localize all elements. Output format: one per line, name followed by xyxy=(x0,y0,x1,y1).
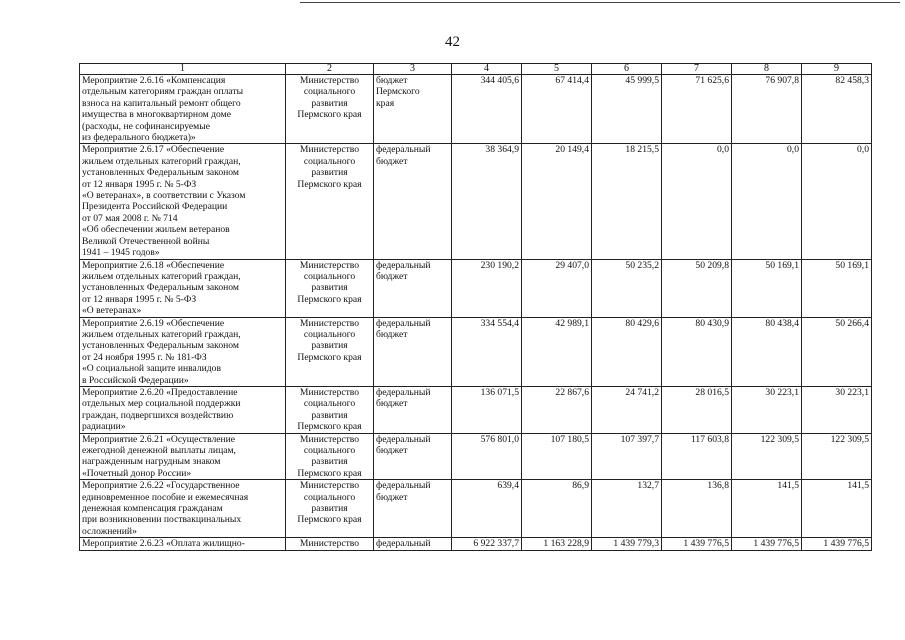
measure-description-line: радиации» xyxy=(82,421,126,433)
measure-description-line: жильем отдельных категорий граждан, xyxy=(82,270,241,282)
measure-description-line: Мероприятие 2.6.19 «Обеспечение xyxy=(82,317,225,329)
executor-cell-line: развития xyxy=(311,97,348,109)
executor-cell-line: Пермского края xyxy=(297,514,362,526)
measure-description-line: из федерального бюджета)» xyxy=(82,132,196,144)
amount-cell: 141,5 xyxy=(802,480,872,538)
amount-cell: 107 180,5 xyxy=(522,433,592,480)
amount-cell: 639,4 xyxy=(452,480,522,538)
executor-cell-line: Министерство xyxy=(299,386,360,398)
amount-cell: 20 149,4 xyxy=(522,144,592,259)
amount-cell: 22 867,6 xyxy=(522,386,592,433)
executor-cell-line: Пермского края xyxy=(297,178,362,190)
amount-cell: 122 309,5 xyxy=(802,433,872,480)
funding-source-cell-line: федеральный xyxy=(376,480,431,492)
amount-cell: 50 235,2 xyxy=(592,259,662,317)
amount-cell: 50 169,1 xyxy=(732,259,802,317)
executor-cell xyxy=(286,433,374,480)
funding-source-cell-line: бюджет xyxy=(376,445,408,456)
table-row xyxy=(80,480,872,538)
column-header: 1 xyxy=(80,64,286,75)
measure-description xyxy=(80,480,286,538)
amount-cell: 141,5 xyxy=(732,480,802,538)
measure-description-line: «О социальной защите инвалидов xyxy=(82,363,221,375)
executor-cell-line: социального xyxy=(303,398,356,410)
amount-cell: 0,0 xyxy=(732,144,802,259)
funding-source-cell xyxy=(374,144,452,259)
funding-source-cell xyxy=(374,386,452,433)
funding-source-cell-line: бюджет xyxy=(376,75,408,86)
funding-source-cell xyxy=(374,317,452,386)
column-header: 8 xyxy=(732,64,802,75)
measure-description-line: Мероприятие 2.6.21 «Осуществление xyxy=(82,433,236,445)
column-header: 9 xyxy=(802,64,872,75)
measure-description-line: единовременное пособие и ежемесячная xyxy=(82,491,249,503)
executor-cell-line: Пермского края xyxy=(297,421,362,433)
executor-cell-line: развития xyxy=(311,340,348,352)
measure-description-line: граждан, подвергшихся воздействию xyxy=(82,409,234,421)
executor-cell-line: социального xyxy=(303,155,356,167)
funding-source-cell-line: бюджет xyxy=(376,491,408,503)
column-header: 5 xyxy=(522,64,592,75)
funding-source-cell-line: федеральный xyxy=(376,386,431,398)
measure-description-line: отдельным категориям граждан оплаты xyxy=(82,86,244,98)
executor-cell-line: Пермского края xyxy=(297,351,362,363)
page-number: 42 xyxy=(445,34,460,50)
amount-cell: 67 414,4 xyxy=(522,75,592,144)
funding-source-cell-line: края xyxy=(376,97,395,109)
executor-cell-line: Министерство xyxy=(299,144,360,156)
column-header: 2 xyxy=(286,64,374,75)
measure-description-line: «О ветеранах», в соответствии с Указом xyxy=(82,190,246,202)
header-row xyxy=(80,64,872,75)
funding-source-cell xyxy=(374,259,452,317)
measure-description-line: Мероприятие 2.6.18 «Обеспечение xyxy=(82,259,225,271)
amount-cell: 1 163 228,9 xyxy=(522,538,592,550)
table-row xyxy=(80,317,872,386)
amount-cell: 80 438,4 xyxy=(732,317,802,386)
amount-cell: 45 999,5 xyxy=(592,75,662,144)
amount-cell: 1 439 776,5 xyxy=(732,538,802,550)
executor-cell xyxy=(286,480,374,538)
amount-cell: 80 430,9 xyxy=(662,317,732,386)
measure-description-line: от 07 мая 2008 г. № 714 xyxy=(82,212,178,224)
amount-cell: 136,8 xyxy=(662,480,732,538)
amount-cell: 122 309,5 xyxy=(732,433,802,480)
measure-description-line: «Об обеспечении жильем ветеранов xyxy=(82,224,230,236)
column-header: 6 xyxy=(592,64,662,75)
executor-cell-line: социального xyxy=(303,86,356,98)
measure-description-line: Мероприятие 2.6.20 «Предоставление xyxy=(82,386,238,398)
funding-source-cell-line: федеральный xyxy=(376,433,431,445)
measure-description-line: награжденным нагрудным знаком xyxy=(82,456,221,468)
amount-cell: 30 223,1 xyxy=(732,386,802,433)
measure-description-line: жильем отдельных категорий граждан, xyxy=(82,328,241,340)
executor-cell-line: Пермского края xyxy=(297,109,362,121)
amount-cell: 136 071,5 xyxy=(452,386,522,433)
measure-description xyxy=(80,75,286,144)
measure-description-line: ежегодной денежной выплаты лицам, xyxy=(82,445,236,456)
amount-cell: 71 625,6 xyxy=(662,75,732,144)
amount-cell: 6 922 337,7 xyxy=(452,538,522,550)
amount-cell: 80 429,6 xyxy=(592,317,662,386)
executor-cell xyxy=(286,538,374,550)
executor-cell-line: Министерство xyxy=(299,317,360,329)
table-row xyxy=(80,75,872,144)
measure-description xyxy=(80,433,286,480)
amount-cell: 30 223,1 xyxy=(802,386,872,433)
funding-source-cell-line: бюджет xyxy=(376,328,408,340)
measure-description-line: Мероприятие 2.6.17 «Обеспечение xyxy=(82,144,225,156)
funding-source-cell-line: федеральный xyxy=(376,144,431,156)
executor-cell-line: развития xyxy=(311,409,348,421)
measure-description-line: установленных Федеральным законом xyxy=(82,167,239,179)
measure-description-line: от 24 ноября 1995 г. № 181-ФЗ xyxy=(82,351,207,363)
table-row xyxy=(80,433,872,480)
measure-description-line: от 12 января 1995 г. № 5-ФЗ xyxy=(82,178,197,190)
executor-cell xyxy=(286,144,374,259)
amount-cell: 1 439 779,3 xyxy=(592,538,662,550)
funding-source-cell-line: федеральный xyxy=(376,317,431,329)
measure-description-line: жильем отдельных категорий граждан, xyxy=(82,155,241,167)
measure-description xyxy=(80,317,286,386)
measure-description-line: Мероприятие 2.6.22 «Государственное xyxy=(82,480,240,492)
amount-cell: 50 169,1 xyxy=(802,259,872,317)
measure-description-line: Мероприятие 2.6.23 «Оплата жилищно- xyxy=(82,538,245,550)
amount-cell: 132,7 xyxy=(592,480,662,538)
executor-cell-line: развития xyxy=(311,282,348,294)
measure-description-line: «Почетный донор России» xyxy=(82,467,192,479)
amount-cell: 344 405,6 xyxy=(452,75,522,144)
executor-cell-line: социального xyxy=(303,445,356,456)
column-header: 3 xyxy=(374,64,452,75)
measure-description-line: Великой Отечественной войны xyxy=(82,235,210,247)
column-header: 7 xyxy=(662,64,732,75)
amount-cell: 50 209,8 xyxy=(662,259,732,317)
measure-description-line: отдельных мер социальной поддержки xyxy=(82,398,241,410)
executor-cell-line: Министерство xyxy=(299,433,360,445)
funding-source-cell-line: бюджет xyxy=(376,398,408,410)
measure-description-line: осложнений» xyxy=(82,525,137,537)
funding-source-cell xyxy=(374,433,452,480)
measure-description xyxy=(80,538,286,550)
amount-cell: 38 364,9 xyxy=(452,144,522,259)
amount-cell: 334 554,4 xyxy=(452,317,522,386)
table-row xyxy=(80,386,872,433)
funding-source-cell-line: бюджет xyxy=(376,270,408,282)
measure-description-line: взноса на капитальный ремонт общего xyxy=(82,97,241,109)
measure-description xyxy=(80,386,286,433)
executor-cell xyxy=(286,386,374,433)
executor-cell-line: социального xyxy=(303,270,356,282)
table-row xyxy=(80,144,872,259)
executor-cell-line: Министерство xyxy=(299,538,360,550)
funding-source-cell xyxy=(374,75,452,144)
budget-table xyxy=(79,63,872,551)
amount-cell: 230 190,2 xyxy=(452,259,522,317)
funding-source-cell xyxy=(374,538,452,550)
amount-cell: 117 603,8 xyxy=(662,433,732,480)
executor-cell xyxy=(286,317,374,386)
top-rule xyxy=(300,2,900,3)
amount-cell: 1 439 776,5 xyxy=(802,538,872,550)
measure-description-line: от 12 января 1995 г. № 5-ФЗ xyxy=(82,293,197,305)
executor-cell-line: Пермского края xyxy=(297,467,362,479)
amount-cell: 50 266,4 xyxy=(802,317,872,386)
executor-cell xyxy=(286,75,374,144)
measure-description xyxy=(80,144,286,259)
executor-cell-line: Министерство xyxy=(299,480,360,492)
amount-cell: 24 741,2 xyxy=(592,386,662,433)
executor-cell-line: развития xyxy=(311,503,348,515)
funding-source-cell-line: федеральный xyxy=(376,259,431,271)
amount-cell: 18 215,5 xyxy=(592,144,662,259)
measure-description-line: (расходы, не софинансируемые xyxy=(82,120,210,132)
table-body xyxy=(80,75,872,551)
executor-cell xyxy=(286,259,374,317)
executor-cell-line: Министерство xyxy=(299,75,360,86)
amount-cell: 1 439 776,5 xyxy=(662,538,732,550)
amount-cell: 576 801,0 xyxy=(452,433,522,480)
table-row xyxy=(80,259,872,317)
amount-cell: 107 397,7 xyxy=(592,433,662,480)
measure-description-line: Мероприятие 2.6.16 «Компенсация xyxy=(82,75,226,86)
amount-cell: 76 907,8 xyxy=(732,75,802,144)
executor-cell-line: социального xyxy=(303,328,356,340)
executor-cell-line: развития xyxy=(311,456,348,468)
amount-cell: 0,0 xyxy=(662,144,732,259)
amount-cell: 42 989,1 xyxy=(522,317,592,386)
measure-description-line: имущества в многоквартирном доме xyxy=(82,109,231,121)
funding-source-cell-line: федеральный xyxy=(376,538,431,550)
executor-cell-line: развития xyxy=(311,167,348,179)
amount-cell: 86,9 xyxy=(522,480,592,538)
table-row xyxy=(80,538,872,550)
amount-cell: 29 407,0 xyxy=(522,259,592,317)
amount-cell: 0,0 xyxy=(802,144,872,259)
measure-description-line: 1941 – 1945 годов» xyxy=(82,247,160,259)
amount-cell: 28 016,5 xyxy=(662,386,732,433)
executor-cell-line: Пермского края xyxy=(297,293,362,305)
funding-source-cell-line: Пермского xyxy=(376,86,420,98)
executor-cell-line: Министерство xyxy=(299,259,360,271)
funding-source-cell xyxy=(374,480,452,538)
measure-description-line: «О ветеранах» xyxy=(82,305,142,317)
measure-description-line: при возникновении поствакцинальных xyxy=(82,514,242,526)
column-header: 4 xyxy=(452,64,522,75)
measure-description-line: Президента Российской Федерации xyxy=(82,201,228,213)
measure-description-line: денежная компенсация гражданам xyxy=(82,503,223,515)
measure-description-line: установленных Федеральным законом xyxy=(82,282,239,294)
amount-cell: 82 458,3 xyxy=(802,75,872,144)
measure-description-line: в Российской Федерации» xyxy=(82,374,189,386)
funding-source-cell-line: бюджет xyxy=(376,155,408,167)
measure-description-line: установленных Федеральным законом xyxy=(82,340,239,352)
executor-cell-line: социального xyxy=(303,491,356,503)
measure-description xyxy=(80,259,286,317)
